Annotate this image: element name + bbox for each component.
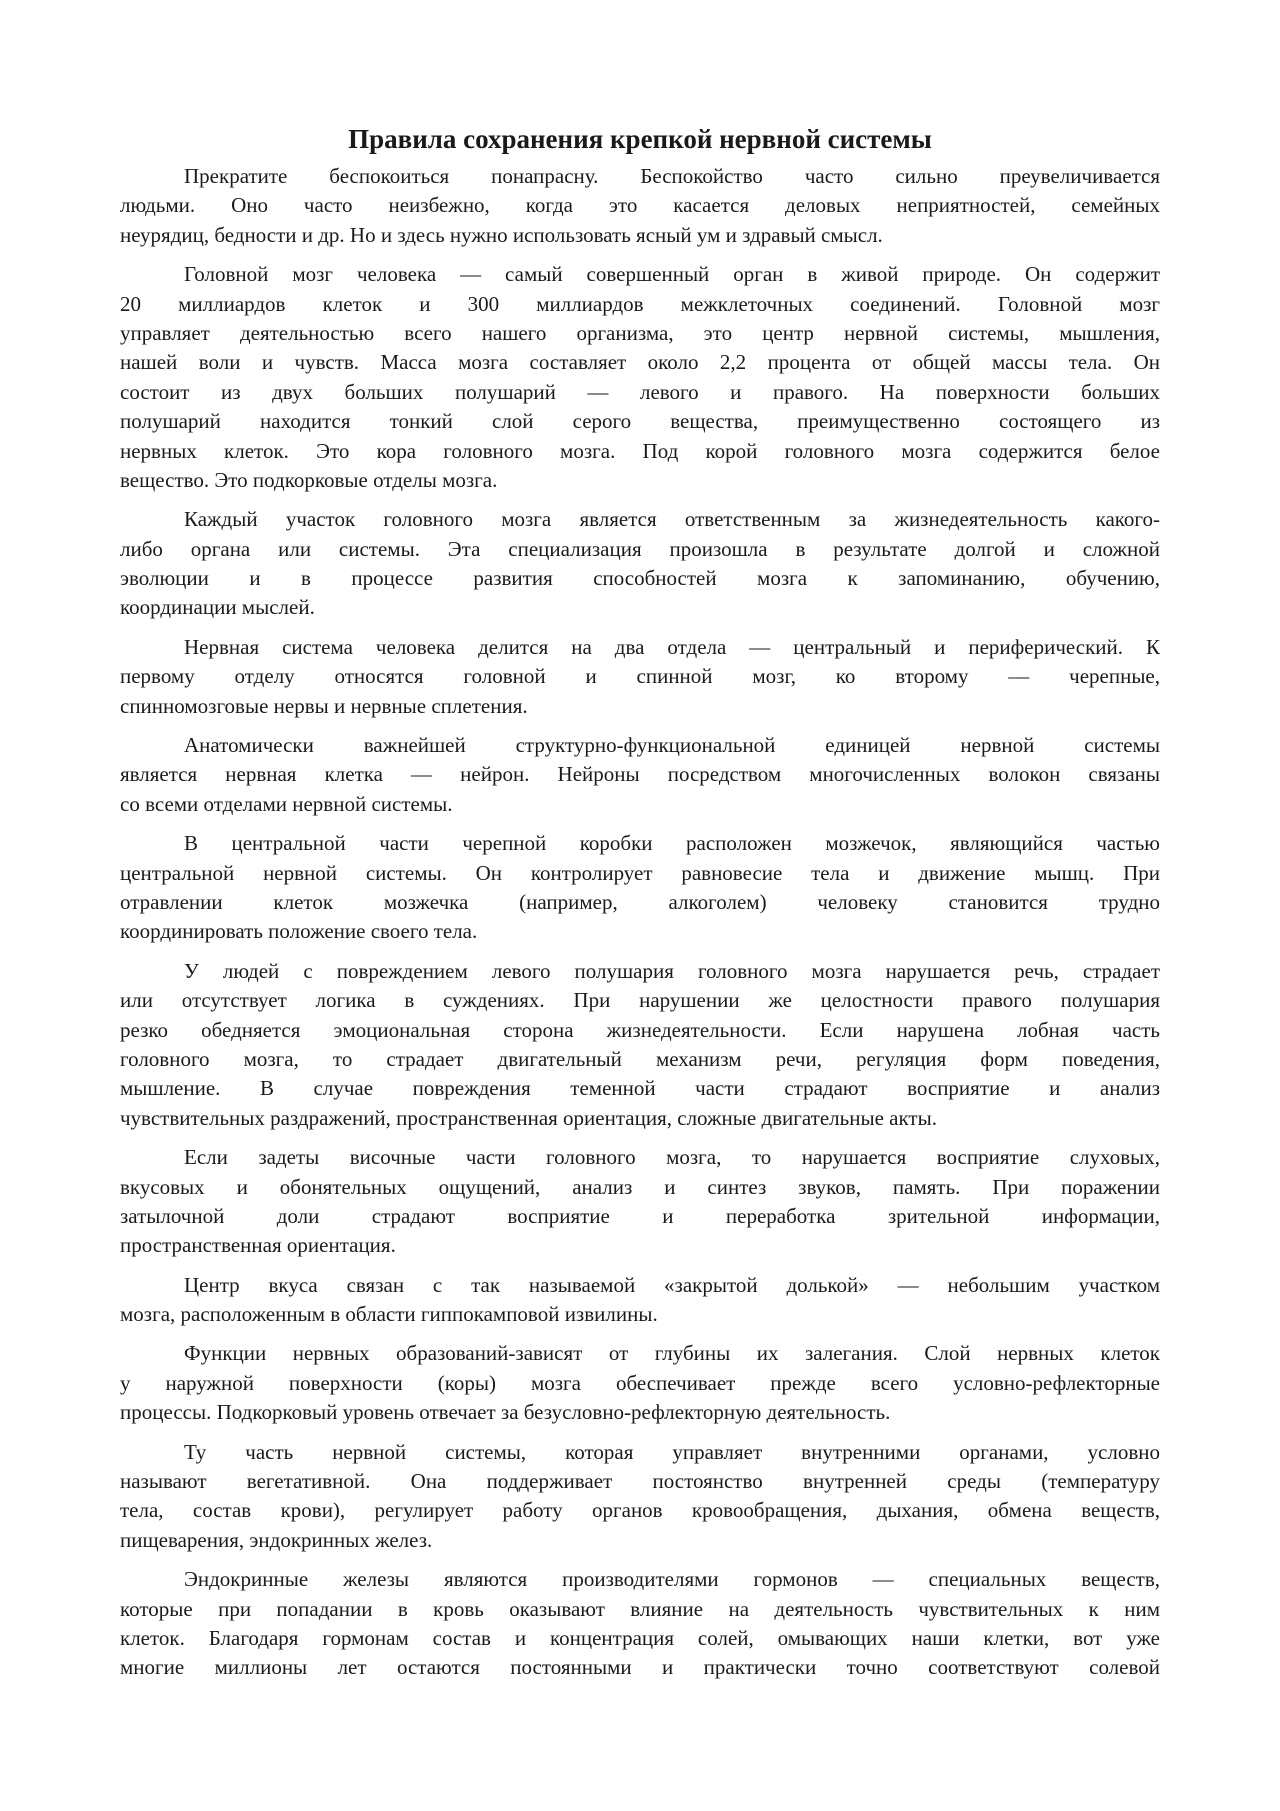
paragraph-line: эволюции и в процессе развития способностей мозга к запоминанию, обучению, <box>120 566 1160 591</box>
paragraph-line: тела, состав крови), регулирует работу органов кровообращения, дыхания, обмена веществ, <box>120 1498 1160 1523</box>
paragraph-line: Головной мозг человека — самый совершенный орган в живой природе. Он содержит <box>184 262 1160 287</box>
paragraph-line: 20 миллиардов клеток и 300 миллиардов межклеточных соединений. Головной мозг <box>120 291 1160 316</box>
paragraph-line: называют вегетативной. Она поддерживает постоянство внутренней среды (температуру <box>120 1469 1160 1494</box>
paragraph-line: вкусовых и обонятельных ощущений, анализ и синтез звуков, память. При поражении <box>120 1174 1160 1199</box>
paragraph-line: У людей с повреждением левого полушария головного мозга нарушается речь, страдает <box>184 958 1160 983</box>
paragraph <box>120 162 1160 250</box>
paragraph-line: неурядиц, бедности и др. Но и здесь нужно использовать ясный ум и здравый смысл. <box>120 222 883 247</box>
paragraph-line: управляет деятельностью всего нашего организма, это центр нервной системы, мышления, <box>120 320 1160 345</box>
paragraph-line: Если задеты височные части головного мозга, то нарушается восприятие слуховых, <box>184 1145 1160 1170</box>
paragraph-line: Прекратите беспокоиться понапрасну. Беспокойство часто сильно преувеличивается <box>184 164 1160 188</box>
paragraph-line: многие миллионы лет остаются постоянными и практически точно соответствуют солевой <box>120 1655 1160 1680</box>
paragraph-line: или отсутствует логика в суждениях. При нарушении же целостности правого полушария <box>120 988 1160 1013</box>
paragraph-line: мышление. В случае повреждения теменной части страдают восприятие и анализ <box>120 1076 1160 1101</box>
paragraph-line: нервных клеток. Это кора головного мозга. Под корой головного мозга содержится белое <box>120 438 1160 463</box>
paragraph-line: клеток. Благодаря гормонам состав и концентрация солей, омывающих наши клетки, вот уже <box>120 1625 1160 1650</box>
paragraph-line: координировать положение своего тела. <box>120 919 478 944</box>
paragraph <box>120 957 1160 1133</box>
paragraph-line: Нервная система человека делится на два отдела — центральный и периферический. К <box>184 634 1160 659</box>
paragraph-line: координации мыслей. <box>120 595 315 620</box>
paragraph-line: первому отделу относятся головной и спинной мозг, ко второму — черепные, <box>120 664 1160 689</box>
paragraph-line: отравлении клеток мозжечка (например, алкоголем) человеку становится трудно <box>120 889 1160 914</box>
paragraph <box>120 1565 1160 1683</box>
paragraph <box>120 1143 1160 1261</box>
paragraph-line: Ту часть нервной системы, которая управляет внутренними органами, условно <box>184 1439 1160 1464</box>
paragraph <box>120 1438 1160 1556</box>
paragraph-line: Анатомически важнейшей структурно-функциональной единицей нервной системы <box>184 733 1160 758</box>
paragraph-line: либо органа или системы. Эта специализация произошла в результате долгой и сложной <box>120 536 1160 561</box>
paragraph-line: центральной нервной системы. Он контролирует равновесие тела и движение мышц. При <box>120 860 1160 885</box>
paragraph-line: затылочной доли страдают восприятие и переработка зрительной информации, <box>120 1203 1160 1228</box>
paragraph-line: спинномозговые нервы и нервные сплетения. <box>120 693 528 718</box>
paragraph-line: у наружной поверхности (коры) мозга обеспечивает прежде всего условно-рефлекторные <box>120 1370 1160 1395</box>
paragraph <box>120 1339 1160 1427</box>
paragraph-line: является нервная клетка — нейрон. Нейроны посредством многочисленных волокон связаны <box>120 762 1160 787</box>
paragraph-line: Функции нервных образований-зависят от глубины их залегания. Слой нервных клеток <box>184 1341 1160 1366</box>
paragraph-line: чувствительных раздражений, пространственная ориентация, сложные двигательные акты. <box>120 1105 937 1130</box>
paragraph-line: людьми. Оно часто неизбежно, когда это касается деловых неприятностей, семейных <box>120 193 1160 218</box>
document-page <box>120 122 1160 1693</box>
paragraph <box>120 633 1160 721</box>
paragraph-line: Каждый участок головного мозга является ответственным за жизнедеятельность какого- <box>184 507 1160 532</box>
paragraph-line: нашей воли и чувств. Масса мозга составляет около 2,2 процента от общей массы тела. Он <box>120 350 1160 375</box>
paragraph <box>120 829 1160 947</box>
paragraph-line: Эндокринные железы являются производителями гормонов — специальных веществ, <box>184 1567 1160 1592</box>
document-body <box>120 162 1160 1683</box>
paragraph-line: головного мозга, то страдает двигательный механизм речи, регуляция форм поведения, <box>120 1046 1160 1071</box>
paragraph-line: состоит из двух больших полушарий — левого и правого. На поверхности больших <box>120 379 1160 404</box>
paragraph-line: пространственная ориентация. <box>120 1233 396 1258</box>
paragraph-line: мозга, расположенным в области гиппокамповой извилины. <box>120 1302 658 1327</box>
paragraph-line: которые при попадании в кровь оказывают влияние на деятельность чувствительных к ним <box>120 1596 1160 1621</box>
paragraph-line: процессы. Подкорковый уровень отвечает за безусловно-рефлекторную деятельность. <box>120 1400 891 1425</box>
document-title: Правила сохранения крепкой нервной системы <box>348 124 932 154</box>
paragraph-line: полушарий находится тонкий слой серого вещества, преимущественно состоящего из <box>120 409 1160 434</box>
paragraph-line: В центральной части черепной коробки расположен мозжечок, являющийся частью <box>184 831 1160 856</box>
paragraph <box>120 260 1160 495</box>
paragraph-line: резко обедняется эмоциональная сторона жизнедеятельности. Если нарушена лобная часть <box>120 1017 1160 1042</box>
paragraph-line: со всеми отделами нервной системы. <box>120 791 453 816</box>
paragraph-line: пищеварения, эндокринных желез. <box>120 1527 433 1552</box>
paragraph <box>120 1271 1160 1330</box>
paragraph <box>120 731 1160 819</box>
paragraph <box>120 505 1160 623</box>
paragraph-line: Центр вкуса связан с так называемой «закрытой долькой» — небольшим участком <box>184 1272 1160 1297</box>
paragraph-line: вещество. Это подкорковые отделы мозга. <box>120 467 498 492</box>
